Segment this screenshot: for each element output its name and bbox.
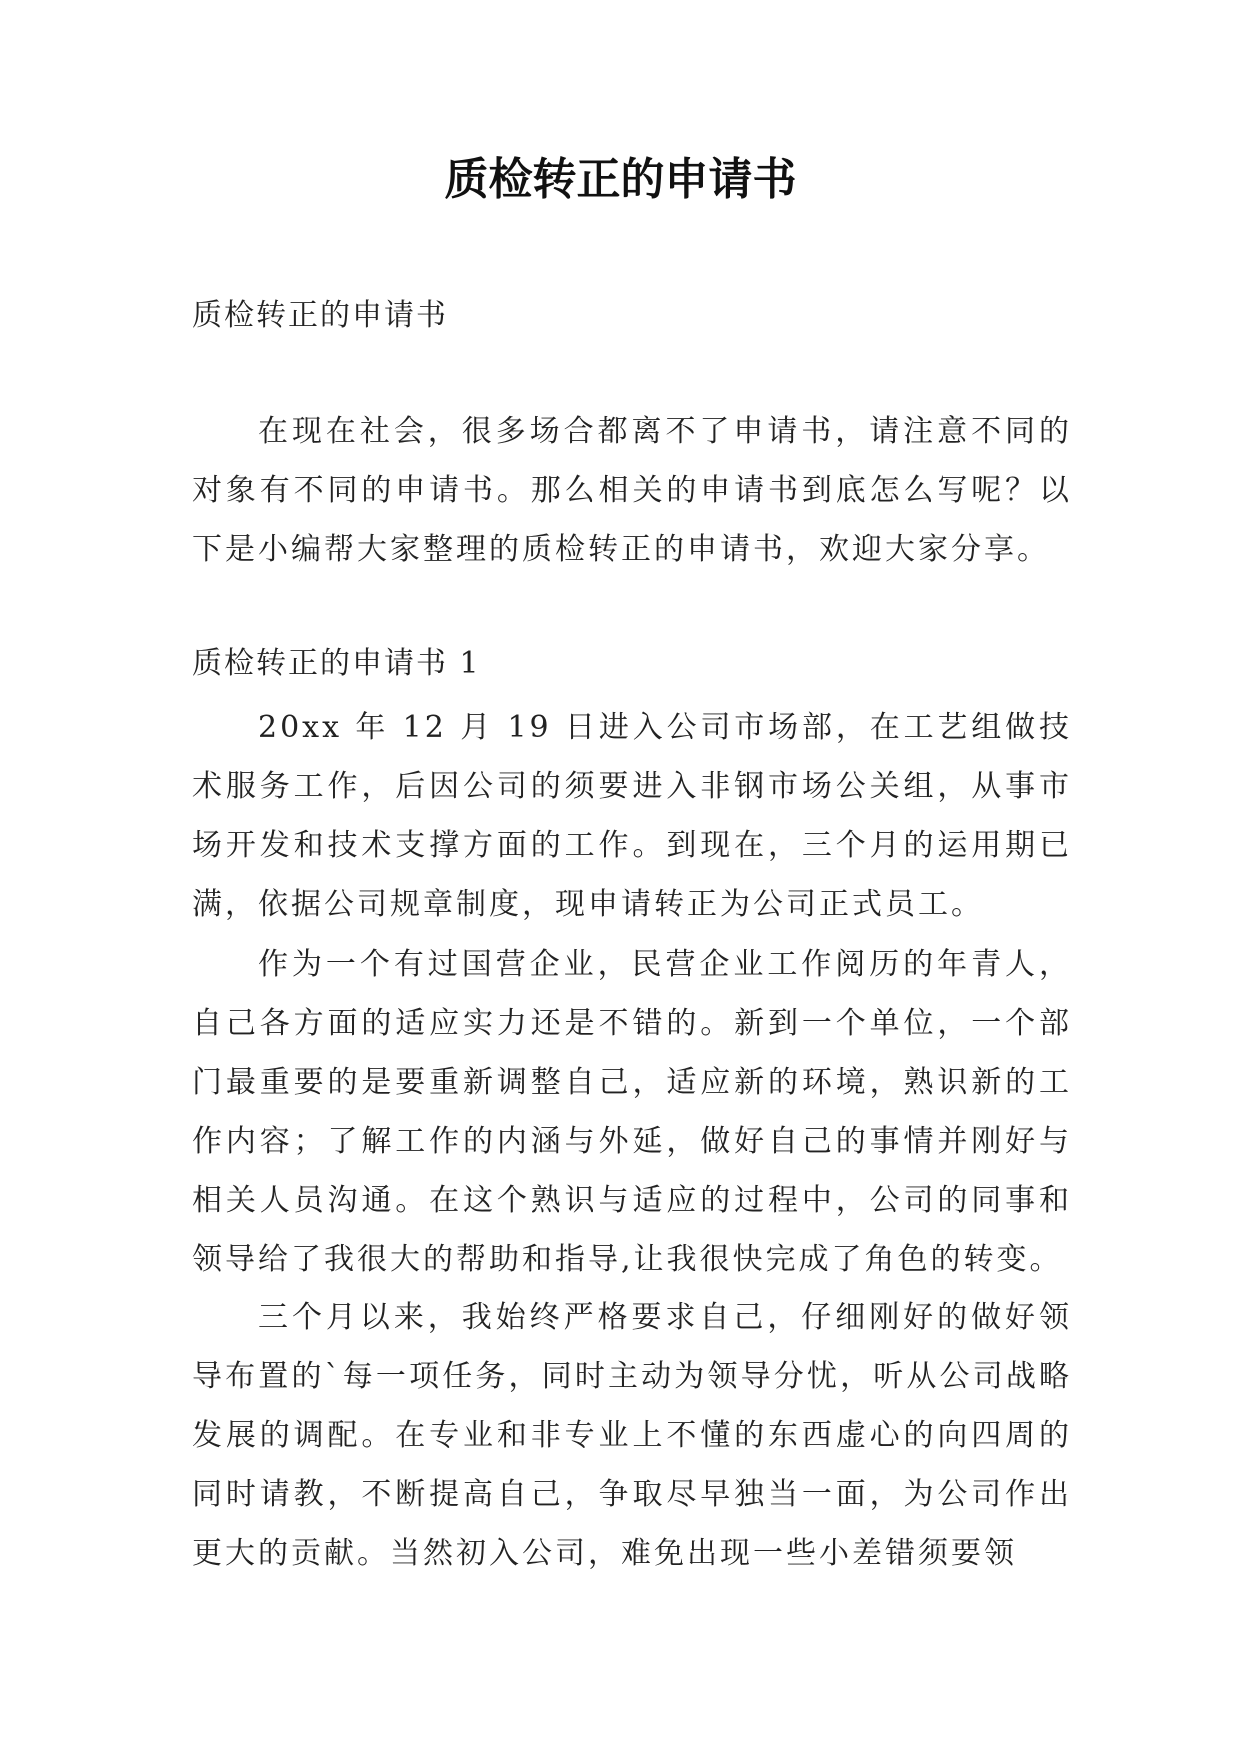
body-paragraph-3: 三个月以来，我始终严格要求自己，仔细刚好的做好领导布置的`每一项任务，同时主动为领导分忧，听从公司战略发展的调配。在专业和非专业上不懂的东西虚心的向四周的同时请教，不断提高自己，争取尽早独当一面，为公司作出更大的贡献。当然初入公司，难免出现一些小差错须要领 [192,1300,1072,1571]
body-paragraph-2: 作为一个有过国营企业，民营企业工作阅历的年青人，自己各方面的适应实力还是不错的。新到一个单位，一个部门最重要的是要重新调整自己，适应新的环境，熟识新的工作内容；了解工作的内涵与外延，做好自己的事情并刚好与相关人员沟通。在这个熟识与适应的过程中，公司的同事和领导给了我很大的帮助和指导,让我很快完成了角色的转变。 [192,947,1072,1277]
body-paragraph-1: 20xx 年 12 月 19 日进入公司市场部，在工艺组做技术服务工作，后因公司的须要进入非钢市场公关组，从事市场开发和技术支撑方面的工作。到现在，三个月的运用期已满，依据公司规章制度，现申请转正为公司正式员工。 [192,710,1072,922]
section-heading: 质检转正的申请书 1 [192,646,481,681]
document-subtitle: 质检转正的申请书 [192,298,448,333]
intro-paragraph: 在现在社会，很多场合都离不了申请书，请注意不同的对象有不同的申请书。那么相关的申请书到底怎么写呢？以下是小编帮大家整理的质检转正的申请书，欢迎大家分享。 [192,414,1072,567]
document-title: 质检转正的申请书 [444,154,797,205]
